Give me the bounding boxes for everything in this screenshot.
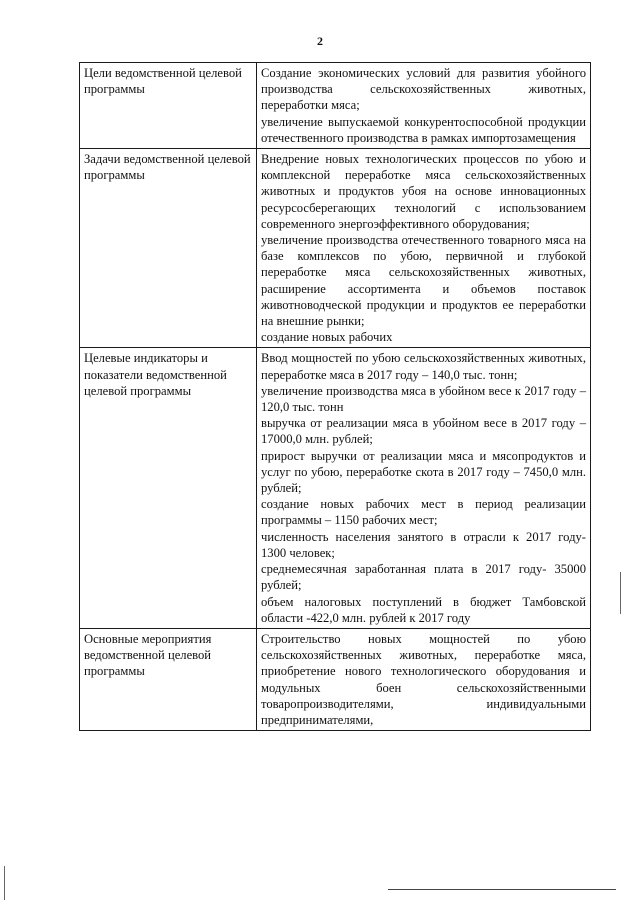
paragraph: объем налоговых поступлений в бюджет Тамбовской области -422,0 млн. рублей к 2017 году [261, 594, 586, 625]
scan-margin-mark [4, 866, 5, 900]
row-content-tasks [257, 149, 591, 348]
paragraph: прирост выручки от реализации мяса и мясопродуктов и услуг по убою, переработке скота в 2017 году – 7450,0 млн. рублей; [261, 448, 586, 496]
row-content-goals [257, 63, 591, 149]
paragraph: увеличение производства отечественного товарного мяса на базе комплексов по убою, первичной и глубокой переработке мяса сельскохозяйственных животных, расширение ассортимента и объемов поставок животноводческой продукции и продуктов ее переработки на внешние рынки; [261, 233, 586, 329]
paragraph: создание новых рабочих мест в период реализации программы – 1150 рабочих мест; [261, 497, 586, 528]
row-label-measures: Основные мероприятия ведомственной целевой программы [80, 628, 257, 730]
table-row-goals [80, 63, 591, 149]
paragraph: численность населения занятого в отрасли к 2017 году- 1300 человек; [261, 529, 586, 560]
row-content-indicators [257, 348, 591, 628]
paragraph: увеличение производства мяса в убойном весе к 2017 году – 120,0 тыс. тонн [261, 383, 586, 415]
paragraph: Строительство новых мощностей по убою сельскохозяйственных животных, переработке мяса, приобретение нового технологического оборудования и модульных боен сельскохозяйственными товаропроизводителями, индивидуальными предпринимателями, [261, 631, 586, 727]
paragraph: создание новых рабочих [261, 330, 393, 345]
row-label-tasks: Задачи ведомственной целевой программы [80, 149, 257, 348]
paragraph: Внедрение новых технологических процессов по убою и комплексной переработке мяса сельскохозяйственных животных и продуктов убоя на основе инновационных ресурсосберегающих технологий с использованием современного энергоэффективного оборудования; [261, 152, 586, 231]
row-label-goals: Цели ведомственной целевой программы [80, 63, 257, 149]
paragraph: Создание экономических условий для развития убойного производства сельскохозяйственных животных, переработки мяса; [261, 66, 586, 113]
paragraph: среднемесячная заработанная плата в 2017 году- 35000 рублей; [261, 562, 586, 593]
row-label-indicators: Целевые индикаторы и показатели ведомственной целевой программы [80, 348, 257, 628]
paragraph: выручка от реализации мяса в убойном весе в 2017 году – 17000,0 млн. рублей; [261, 416, 586, 447]
bottom-rule [388, 889, 616, 890]
table-row-measures [80, 628, 591, 730]
scan-margin-mark [620, 572, 621, 614]
paragraph: Ввод мощностей по убою сельскохозяйственных животных, переработке мяса в 2017 году – 140,0 тыс. тонн; [261, 351, 586, 382]
page-number: 2 [317, 34, 323, 48]
row-content-measures [257, 628, 591, 730]
table-row-tasks [80, 149, 591, 348]
paragraph: увеличение выпускаемой конкурентоспособной продукции отечественного производства в рамках импортозамещения [261, 114, 586, 145]
program-passport-table [79, 62, 591, 731]
table-row-indicators [80, 348, 591, 628]
